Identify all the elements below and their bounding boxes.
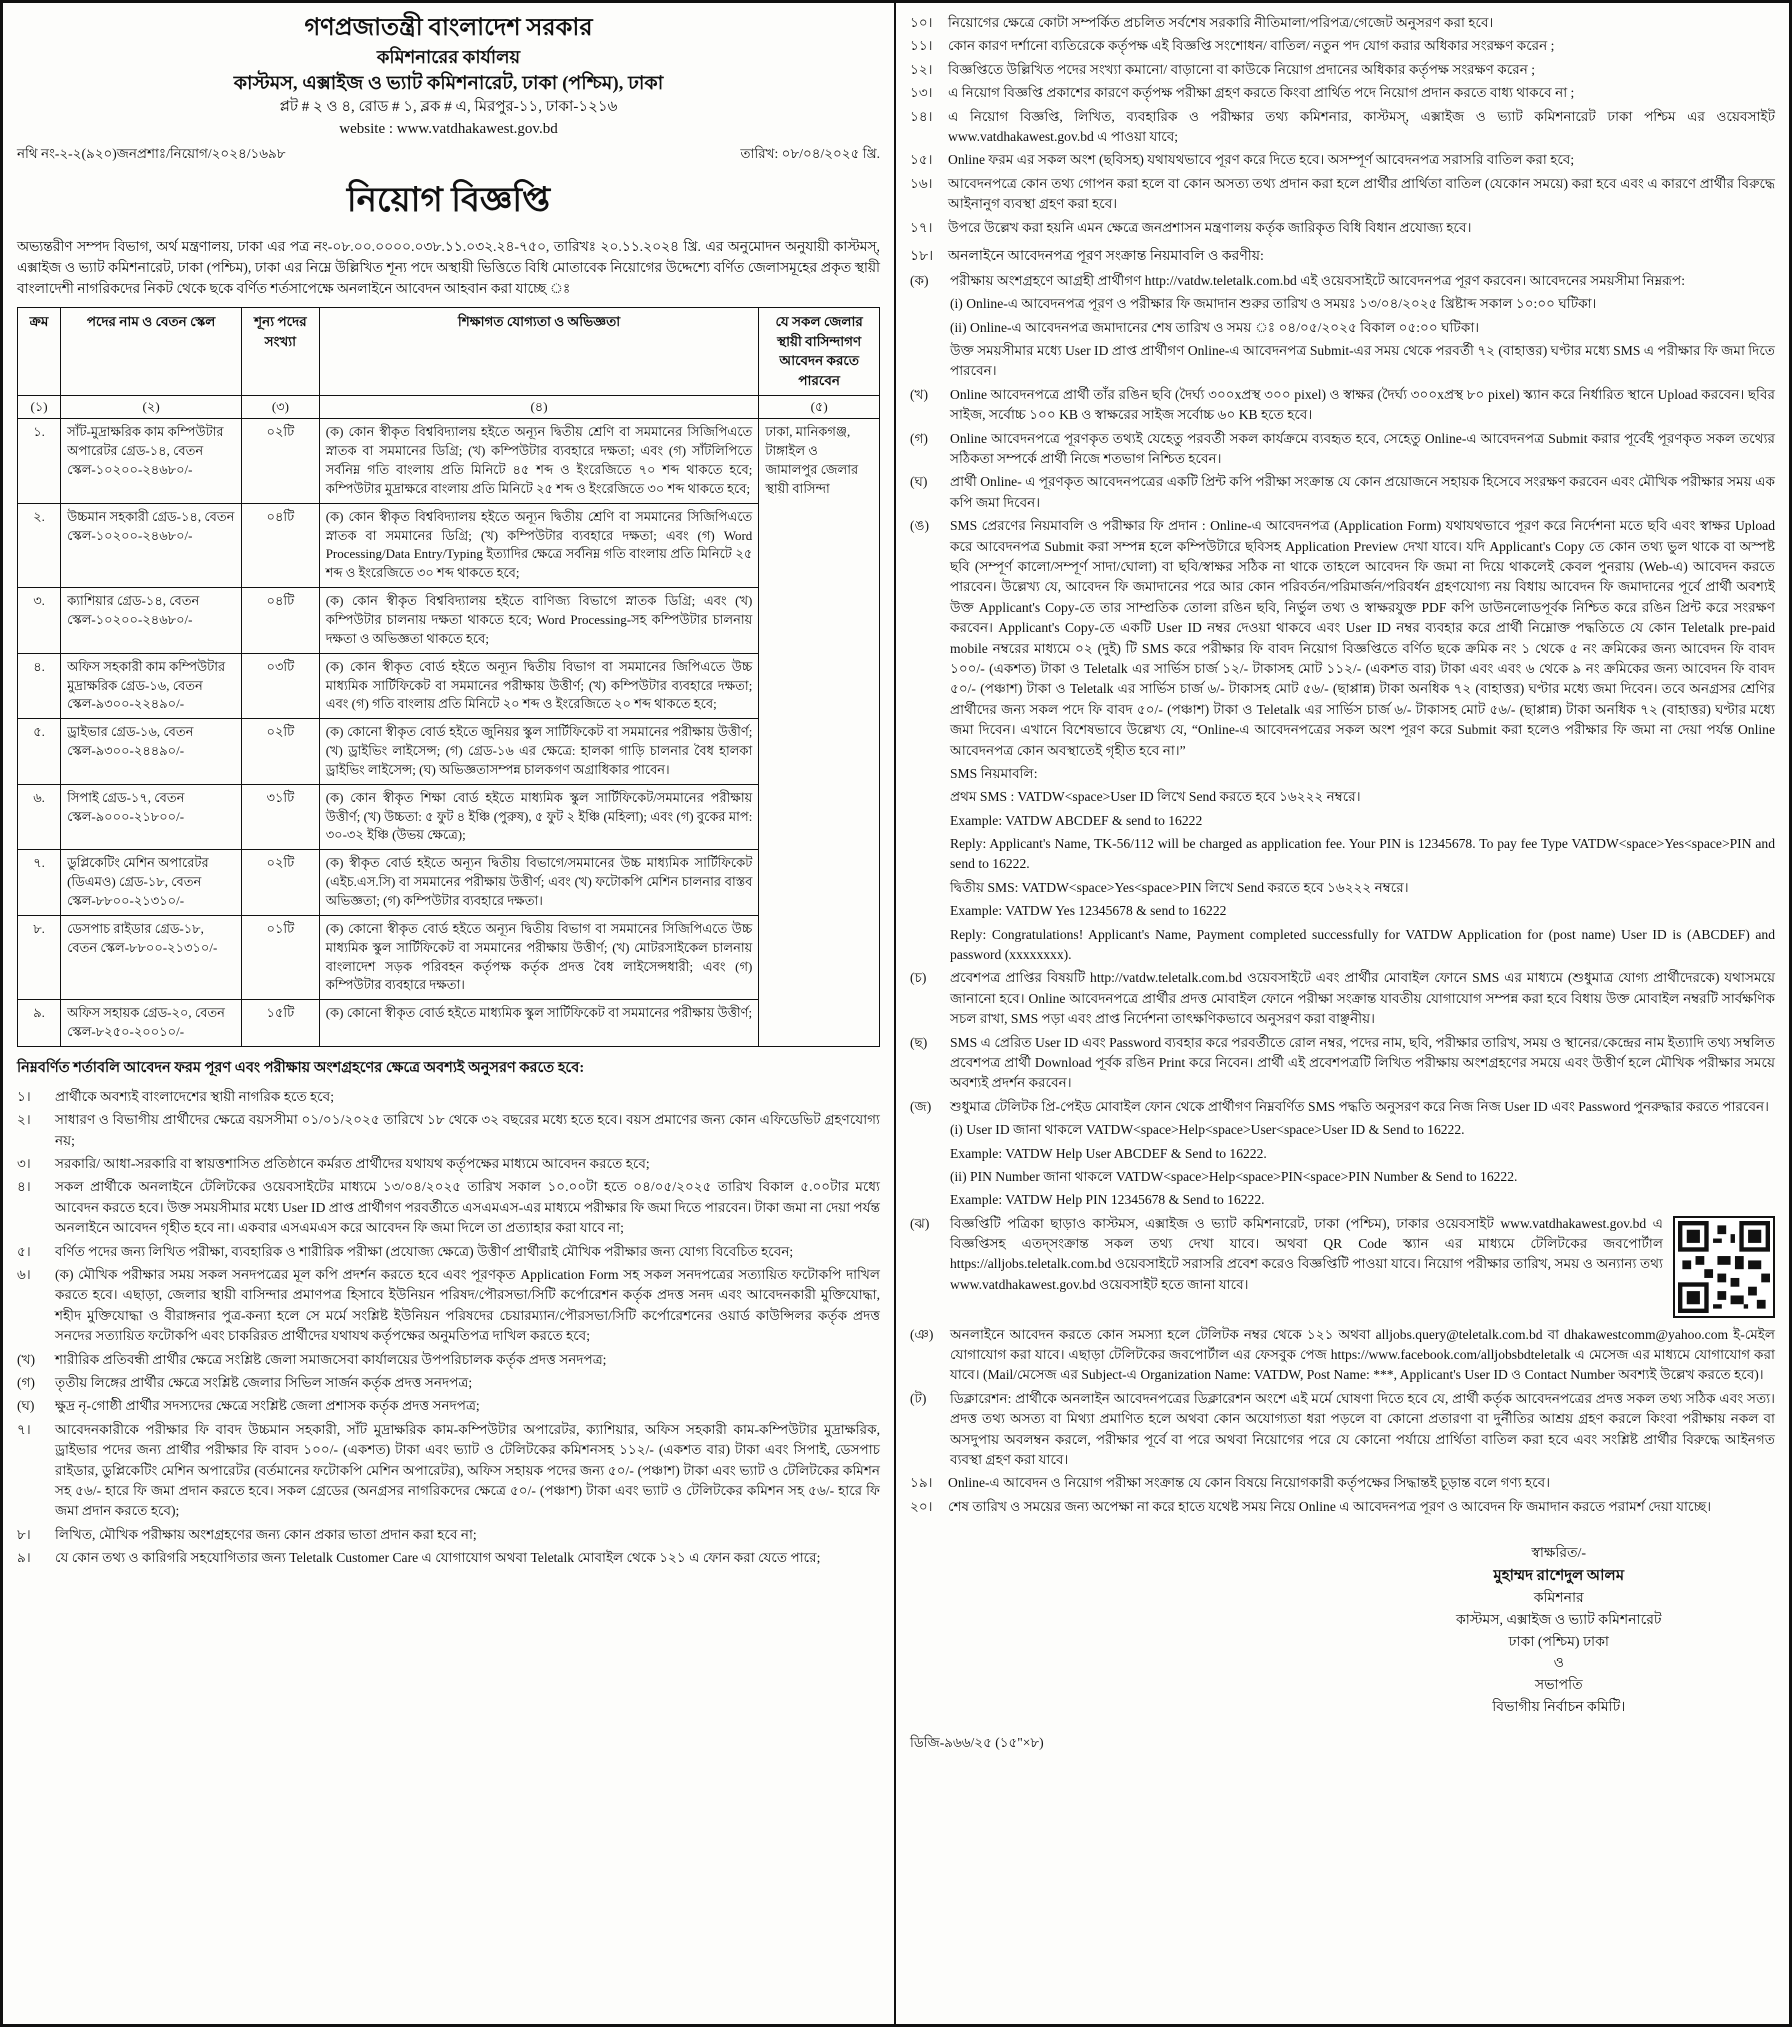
left-column [3,3,896,2024]
list-item-text: সকল প্রার্থীকে অনলাইনে টেলিটকের ওয়েবসাইটের মাধ্যমে ১৩/০৪/২০২৫ তারিখ সকাল ১০.০০টা হতে ০৪/০৫/২০২৫ তারিখ বিকাল ৫.০০টার মধ্যে আবেদন করতে হবে। উক্ত সময়সীমার মধ্যে User ID প্রাপ্ত প্রার্থীগণ পরবর্তীতে এসএমএস-এর মাধ্যমে পরীক্ষার ফি জমা দিতে পারবেন। টাকা জমা না দেয়া পর্যন্ত অনলাইনে আবেদন গৃহীত হবে না। একবার এসএমএস করে আবেদন ফি জমা দিলে তা প্রত্যাহার করা যাবে না; [55,1179,880,1236]
list-item [17,1525,880,1545]
list-item-text: Online আবেদনপত্রে পূরণকৃত তথ্যই যেহেতু পরবর্তী সকল কার্যক্রমে ব্যবহৃত হবে, সেহেতু Online-এ আবেদনপত্র Submit করার পূর্বেই পূরণকৃত সকল তথ্যের সঠিকতা সম্পর্কে প্রার্থী নিজে শতভাগ নিশ্চিত হবেন। [950,430,1775,467]
list-item-letter [910,294,950,314]
column-number-row [18,395,880,419]
list-item-text: প্রার্থীকে অবশ্যই বাংলাদেশের স্থায়ী নাগরিক হতে হবে; [55,1088,334,1104]
list-item [17,1110,880,1151]
list-item-text: Online আবেদনপত্রে প্রার্থী তাঁর রঙিন ছবি (দৈর্ঘ্য ৩০০xপ্রস্থ ৩০০ pixel) ও স্বাক্ষর (দৈর্ঘ্য ৩০০xপ্রস্থ ৮০ pixel) স্ক্যান করে নির্ধারিত স্থানে Upload করবেন। ছবির সাইজ, সর্বোচ্চ ১০০ KB ও স্বাক্ষরের সাইজ সর্বোচ্চ ৬০ KB হতে হবে। [950,386,1775,423]
list-item [910,150,1775,170]
list-item [910,429,1775,470]
letterhead [17,13,880,139]
list-item [910,218,1775,238]
row-post: ডুপ্লিকেটিং মেশিন অপারেটর (ডিএমও) গ্রেড-১৮, বেতন স্কেল-৮৮০০-২১৩১০/- [61,850,242,916]
table-row [18,850,880,916]
list-item-text: SMS নিয়মাবলি: [950,765,1038,781]
list-item-number: ১৭। [910,219,933,235]
list-item-text: Example: VATDW Yes 12345678 & send to 16222 [950,903,1227,919]
memo-number: নথি নং-২-২(৯২০)জনপ্রশাঃ/নিয়োগ/২০২৪/১৬৯৮ [17,146,286,162]
list-item [17,1087,880,1107]
list-item [910,901,1775,921]
row-vacancy: ০২টি [242,850,320,916]
row-post: ক্যাশিয়ার গ্রেড-১৪, বেতন স্কেল-১০২০০-২৪৬৮০/- [61,588,242,654]
row-post: উচ্চমান সহকারী গ্রেড-১৪, বেতন স্কেল-১০২০০-২৪৬৮০/- [61,503,242,587]
list-item-number: ৬। [17,1267,31,1283]
list-item [910,1190,1775,1210]
list-item-number: ১৯। [910,1475,933,1491]
list-item [910,1033,1775,1094]
list-item-letter: (ঘ) [910,474,928,490]
list-item-number: ১০। [910,15,933,30]
table-row [18,653,880,719]
online-rules-heading [910,244,1775,268]
page-title: নিয়োগ বিজ্ঞপ্তি [346,182,551,220]
footer-row [910,1732,1775,1755]
list-item-text: আবেদনকারীকে পরীক্ষার ফি বাবদ উচ্চমান সহকারী, সাঁট মুদ্রাক্ষরিক কাম-কম্পিউটার অপারেটর, ক্যাশিয়ার, অফিস সহকারী কাম-কম্পিউটার মুদ্রাক্ষরিক, ড্রাইভার পদের জন্য প্রার্থীর পরীক্ষার ফি বাবদ ১০০/- (একশত) টাকা এবং ভ্যাট ও টেলিটকের কমিশনসহ ১১২/- (একশত বার) টাকা এবং সিপাই, ডেসপাচ রাইডার, ডুপ্লিকেটিং মেশিন অপারেটর (বর্তমানের ফটোকপি মেশিন অপারেটর), অফিস সহায়ক পদের জন্য ৫০/- (পঞ্চাশ) টাকা এবং ভ্যাট ও টেলিটকের কমিশন সহ ৫৬/- হারে ফি জমা প্রদান করতে হবে। সকল গ্রেডের (অনগ্রসর নাগরিকদের ক্ষেত্রে ৫০/- (পঞ্চাশ) টাকা এবং ভ্যাট ও টেলিটকের কমিশন সহ ৫৬/- হারে ফি জমা প্রদান করতে হবে); [55,1421,880,1519]
conditions-heading: নিম্নবর্ণিত শর্তাবলি আবেদন ফরম পূরণ এবং পরীক্ষায় অংশগ্রহণের ক্ষেত্রে অবশ্যই অনুসরণ করতে হবে: [17,1059,585,1076]
list-item-text: নিয়োগের ক্ষেত্রে কোটা সম্পর্কিত প্রচলিত সর্বশেষ সরকারি নীতিমালা/পরিপত্র/গেজেট অনুসরণ করা হবে। [948,15,1494,30]
signatory-role: কমিশনার [1533,1591,1584,1607]
table-row [18,719,880,785]
list-item-text: বিজ্ঞপ্তিতে উল্লিখিত পদের সংখ্যা কমানো/ বাড়ানো বা কাউকে নিয়োগ প্রদানের অধিকার কর্তৃপক্ষ সংরক্ষণ করেন ; [948,61,1536,77]
list-item-text: (i) User ID জানা থাকলে VATDW<space>Help<space>User<space>User ID & Send to 16222. [950,1122,1465,1138]
office-address: প্লট # ২ ও ৪, রোড # ১, ব্লক # এ, মিরপুর-১১, ঢাকা-১২১৬ [279,99,618,116]
list-item-text: Online ফরম এর সকল অংশ (ছবিসহ) যথাযথভাবে পূরণ করে দিতে হবে। অসম্পূর্ণ আবেদনপত্র সরাসরি বাতিল করা হবে; [948,152,1575,168]
row-post: অফিস সহায়ক গ্রেড-২০, বেতন স্কেল-৮২৫০-২০০১০/- [61,1000,242,1047]
list-item-letter [910,811,950,831]
list-item [910,787,1775,807]
conditions-list [17,1087,880,1569]
list-item-number: ১৮। [910,248,934,264]
list-item-text: শুধুমাত্র টেলিটক প্রি-পেইড মোবাইল ফোন থেকে প্রার্থীগণ নিম্নবর্ণিত SMS পদ্ধতি অনুসরণ করে নিজ নিজ User ID এবং Password পুনরুদ্ধার করতে পারবেন। [950,1098,1769,1114]
list-item-letter: (ঞ) [910,1326,934,1342]
row-qualification: (ক) কোনো স্বীকৃত বোর্ড হইতে মাধ্যমিক স্কুল সার্টিফিকেট বা সমমানের পরীক্ষায় উত্তীর্ণ; [319,1000,759,1047]
col-header-post: পদের নাম ও বেতন স্কেল [61,308,242,395]
signed-label: স্বাক্ষরিত/- [1531,1546,1587,1562]
list-item-text-wrap [950,1214,1775,1322]
list-item-text: Example: VATDW ABCDEF & send to 16222 [950,812,1203,828]
list-item-letter: (চ) [910,970,927,986]
list-item-letter [910,901,950,921]
list-item [910,107,1775,148]
list-item-number: ২। [17,1112,31,1128]
list-item [910,1497,1775,1517]
row-post: অফিস সহকারী কাম কম্পিউটার মুদ্রাক্ষরিক গ্রেড-১৬, বেতন স্কেল-৯৩০০-২২৪৯০/- [61,653,242,719]
list-item [910,318,1775,338]
table-row [18,503,880,587]
list-item-letter [910,925,950,966]
row-vacancy: ০৪টি [242,503,320,587]
list-item [17,1265,880,1347]
list-item-number: ১৩। [910,85,933,101]
list-item [910,1120,1775,1140]
list-item-text: Example: VATDW Help User ABCDEF & Send to 16222. [950,1145,1267,1161]
list-item [17,1154,880,1174]
list-item-text: SMS এ প্রেরিত User ID এবং Password ব্যবহার করে পরবর্তীতে রোল নম্বর, পদের নাম, ছবি, পরীক্ষার তারিখ, সময় ও স্থানের/কেন্দ্রের নাম ইত্যাদি তথ্য সম্বলিত প্রবেশপত্র প্রার্থী Download পূর্বক রঙিন Print করে নিবেন। প্রার্থী এই প্রবেশপত্রটি লিখিত পরীক্ষায় অংশগ্রহণের সময়ে এবং উত্তীর্ণ হলে মৌখিক পরীক্ষার সময়ে অবশ্যই প্রদর্শন করবেন। [950,1034,1775,1091]
print-code: ডিজি-৯৬৬/২৫ (১৫"×৮) [910,1735,1044,1751]
government-title: গণপ্রজাতন্ত্রী বাংলাদেশ সরকার [304,15,593,41]
online-rules-list-cont [910,1325,1775,1471]
list-item [17,1350,880,1370]
row-qualification: (ক) কোন স্বীকৃত বোর্ড হইতে অন্যূন দ্বিতীয় বিভাগ বা সমমানের জিপিএতে উচ্চ মাধ্যমিক সার্টিফিকেট বা সমমানের পরীক্ষায় উত্তীর্ণ; (খ) কম্পিউটার ব্যবহারে দক্ষতা; এবং (গ) গতি বাংলায় প্রতি মিনিটে ২০ শব্দ ও ইংরেজিতে ২০ শব্দ থাকতে হবে; [319,653,759,719]
list-item-number: ৮। [17,1526,31,1542]
list-item-letter: (ক) [910,272,929,288]
list-item [910,811,1775,831]
list-item [910,878,1775,898]
list-item [910,13,1775,33]
list-item-letter: (ছ) [910,1034,928,1050]
list-item-text: অনলাইনে আবেদনপত্র পূরণ সংক্রান্ত নিয়মাবলি ও করণীয়: [948,248,1264,264]
list-item-qr [910,1214,1775,1322]
list-item-letter [910,341,950,382]
list-item-text: Reply: Congratulations! Applicant's Name, Payment completed successfully for VATDW Application for (post name) User ID is (ABCDEF) and password (xxxxxxxx). [950,926,1775,963]
list-item-number: ১৬। [910,175,933,191]
list-item-text: সরকারি/ আধা-সরকারি বা স্বায়ত্তশাসিত প্রতিষ্ঠানে কর্মরত প্রার্থীদের যথাযথ কর্তৃপক্ষের মাধ্যমে আবেদন করতে হবে; [55,1156,650,1172]
right-column [896,3,1789,2024]
list-item-text: Online-এ আবেদন ও নিয়োগ পরীক্ষা সংক্রান্ত যে কোন বিষয়ে নিয়োগকারী কর্তৃপক্ষের সিদ্ধান্তই চূড়ান্ত বলে গণ্য হবে। [948,1475,1551,1491]
list-item [910,834,1775,875]
row-qualification: (ক) কোন স্বীকৃত শিক্ষা বোর্ড হইতে মাধ্যমিক স্কুল সার্টিফিকেট/সমমানের পরীক্ষায় উত্তীর্ণ; (খ) উচ্চতা: ৫ ফুট ৪ ইঞ্চি (পুরুষ), ৫ ফুট ২ ইঞ্চি (মহিলা); এবং (গ) বুকের মাপ: ৩০-৩২ ইঞ্চি (উভয় ক্ষেত্রে); [319,784,759,850]
list-item [910,764,1775,784]
list-item-text: প্রার্থী Online- এ পূরণকৃত আবেদনপত্রের একটি প্রিন্ট কপি পরীক্ষা সংক্রান্ত যে কোন প্রয়োজনে সহায়ক হিসেবে সংরক্ষণ করবেন এবং মৌখিক পরীক্ষার সময় এক কপি জমা দিবেন। [950,474,1775,510]
list-item [910,60,1775,80]
col-header-qualification: শিক্ষাগত যোগ্যতা ও অভিজ্ঞতা [319,308,759,395]
list-item-letter: (ট) [910,1390,927,1406]
list-item [17,1396,880,1416]
list-item-number: ১৫। [910,152,933,168]
list-item-text: (ii) PIN Number জানা থাকলে VATDW<space>Help<space>PIN<space>PIN Number & Send to 16222. [950,1168,1518,1184]
list-item-letter: (গ) [910,430,928,446]
list-item-number: ১৪। [910,108,933,124]
row-post: ড্রাইভার গ্রেড-১৬, বেতন স্কেল-৯৩০০-২৪৪৯০/- [61,719,242,785]
list-item-number: ৭। [17,1421,31,1437]
list-item-letter: (ঙ) [910,518,930,534]
website-line: website : www.vatdhakawest.gov.bd [339,120,558,137]
list-item-text: লিখিত, মৌখিক পরীক্ষায় অংশগ্রহণের জন্য কোন প্রকার ভাতা প্রদান করা হবে না; [55,1526,477,1542]
list-item [910,271,1775,291]
commissionerate-title: কাস্টমস, এক্সাইজ ও ভ্যাট কমিশনারেট, ঢাকা (পশ্চিম), ঢাকা [233,72,664,94]
list-item-letter [910,1120,950,1140]
list-item [910,516,1775,761]
list-item-text: (i) Online-এ আবেদনপত্র পূরণ ও পরীক্ষার ফি জমাদান শুরুর তারিখ ও সময়ঃ ১৩/০৪/২০২৫ খ্রিষ্টাব্দ সকাল ১০:০০ ঘটিকা। [950,296,1597,312]
district-note-cell: ঢাকা, মানিকগঞ্জ, টাঙ্গাইল ও জামালপুর জেলার স্থায়ী বাসিন্দা [759,419,880,1046]
col-header-vacancy: শূন্য পদের সংখ্যা [242,308,320,395]
list-item-number: ১। [17,1088,31,1104]
row-post: ডেসপাচ রাইডার গ্রেড-১৮, বেতন স্কেল-৮৮০০-২১৩১০/- [61,915,242,999]
row-vacancy: ০২টি [242,419,320,503]
col-header-serial: ক্রম [18,308,61,395]
list-item [17,1177,880,1238]
table-row [18,1000,880,1047]
office-title: কমিশনারের কার্যালয় [376,47,521,68]
list-item [910,1144,1775,1164]
list-item-letter [910,1190,950,1210]
list-item [910,925,1775,966]
row-serial: ৫. [18,719,61,785]
list-item [910,1473,1775,1493]
list-item [17,1373,880,1393]
row-qualification: (ক) কোন স্বীকৃত বিশ্ববিদ্যালয় হইতে অন্যূন দ্বিতীয় শ্রেণি বা সমমানের সিজিপিএতে স্নাতক বা সমমানের ডিগ্রি; (খ) কম্পিউটার ব্যবহারে দক্ষতা; এবং (গ) Word Processing/Data Entry/Typing ইত্যাদির ক্ষেত্রে সর্বনিম্ন গতি বাংলায় প্রতি মিনিটে ২৫ শব্দ ও ইংরেজিতে ৩০ শব্দ থাকতে হবে; [319,503,759,587]
list-item-text: বিজ্ঞপ্তিটি পত্রিকা ছাড়াও কাস্টমস, এক্সাইজ ও ভ্যাট কমিশনারেট, ঢাকা (পশ্চিম), ঢাকার ওয়েবসাইট www.vatdhakawest.gov.bd এ বিজ্ঞপ্তিসহ এতদ্সংক্রান্ত সকল তথ্য দেখা যাবে। অথবা QR Code স্ক্যান এর মাধ্যমে টেলিটকের জবপোর্টাল https://alljobs.teletalk.com.bd ওয়েবসাইটে সরাসরি প্রবেশ করেও বিজ্ঞপ্তিটি পাওয়া যাবে। নিয়োগ পরীক্ষার তারিখ, সময় ও অন্যান্য তথ্য www.vatdhakawest.gov.bd ওয়েবসাইট হতে জানা যাবে। [950,1215,1663,1292]
intro-paragraph: অভ্যন্তরীণ সম্পদ বিভাগ, অর্থ মন্ত্রণালয়, ঢাকা এর পত্র নং-০৮.০০.০০০০.০৩৮.১১.০৩২.২৪-৭৫০, তারিখঃ ২০.১১.২০২৪ খ্রি. এর অনুমোদন অনুযায়ী কাস্টমস্, এক্সাইজ ও ভ্যাট কমিশনারেট, ঢাকা (পশ্চিম), ঢাকা এর নিম্নে উল্লিখিত শূন্য পদে অস্থায়ী ভিত্তিতে বিধি মোতাবেক নিয়োগের উদ্দেশ্যে বর্ণিত জেলাসমূহের প্রকৃত স্থায়ী বাংলাদেশী নাগরিকদের নিকট থেকে ছকে বর্ণিত শর্তসাপেক্ষে অনলাইনে আবেদন আহবান করা যাচ্ছে ঃ [17,239,880,296]
list-item-text: উক্ত সময়সীমার মধ্যে User ID প্রাপ্ত প্রার্থীগণ Online-এ আবেদনপত্র Submit-এর সময় থেকে পরবর্তী ৭২ (বাহাত্তর) ঘণ্টার মধ্যে SMS এ পরীক্ষার ফি জমা দিতে পারবেন। [950,343,1775,379]
list-item-letter [910,878,950,898]
list-item-text: এ নিয়োগ বিজ্ঞপ্তি প্রকাশের কারণে কর্তৃপক্ষ পরীক্ষা গ্রহণ করতে কিংবা প্রার্থিত পদে নিয়োগ প্রদান করতে বাধ্য থাকবে না ; [948,85,1575,101]
row-vacancy: ৩১টি [242,784,320,850]
online-rules-list [910,271,1775,1211]
list-item-text: অনলাইনে আবেদন করতে কোন সমস্যা হলে টেলিটক নম্বর থেকে ১২১ অথবা alljobs.query@teletalk.com.bd বা dhakawestcomm@yahoo.com ই-মেইল যোগাযোগ করা যাবে। এছাড়া টেলিটকের জবপোর্টাল এর ফেসবুক পেজ https://www.facebook.com/alljobsbdteletalk এ মেসেজ এর মাধ্যমে যোগাযোগ করা যাবে। (Mail/মেসেজ এর Subject-এ Organization Name: VATDW, Post Name: ***, Applicant's User ID ও Contact Number অবশ্যই উল্লেখ করতে হবে)। [950,1326,1775,1383]
row-serial: ৪. [18,653,61,719]
row-serial: ৮. [18,915,61,999]
row-serial: ৩. [18,588,61,654]
col-num-3: (৩) [242,395,320,419]
list-item-letter: (ঝ) [910,1215,930,1231]
issue-date: তারিখ: ০৮/০৪/২০২৫ খ্রি. [740,146,880,162]
vacancy-table [17,307,880,1047]
list-item-letter: (খ) [910,386,928,402]
row-serial: ১. [18,419,61,503]
signatory-conjunction: ও [1553,1656,1564,1672]
row-vacancy: ০১টি [242,915,320,999]
list-item-number: ৩। [17,1156,31,1172]
list-item-text: (ক) মৌখিক পরীক্ষার সময় সকল সনদপত্রের মূল কপি প্রদর্শন করতে হবে এবং পূরণকৃত Application Form সহ সকল সনদপত্রের সত্যায়িত ফটোকপি দাখিল করতে হবে। এছাড়া, জেলার স্থায়ী বাসিন্দার প্রমাণপত্র হিসাবে ইউনিয়ন পরিষদ/পৌরসভা/সিটি কর্পোরেশন কর্তৃক প্রদত্ত সনদ এবং আবেদনকারী মুক্তিযোদ্ধা, শহীদ মুক্তিযোদ্ধা ও বীরাঙ্গনার পুত্র-কন্যা হলে সে মর্মে সংশ্লিষ্ট ইউনিয়ন পরিষদের চেয়ারম্যান/পৌরসভা/সিটি কর্পোরেশনের ওয়ার্ড কাউন্সিলর কর্তৃক প্রদত্ত সনদের সত্যায়িত ফটোকপি এবং চাকরিরত প্রার্থীদের যথাযথ কর্তৃপক্ষের অনুমতিপত্র দাখিল করতে হবে; [55,1267,880,1344]
row-serial: ৭. [18,850,61,916]
signatory-role2: সভাপতি [1534,1677,1583,1693]
list-item-letter [910,764,950,784]
row-vacancy: ১৫টি [242,1000,320,1047]
row-qualification: (ক) কোন স্বীকৃত বিশ্ববিদ্যালয় হইতে বাণিজ্য বিভাগে স্নাতক ডিগ্রি; এবং (খ) কম্পিউটার চালনায় দক্ষতা থাকতে হবে; Word Processing-সহ কম্পিউটার চালনায় দক্ষতা ও অভিজ্ঞতা থাকতে হবে; [319,588,759,654]
closing-terms-list [910,1473,1775,1517]
list-item-text: আবেদনপত্রে কোন তথ্য গোপন করা হলে বা কোন অসত্য তথ্য প্রদান করা হলে প্রার্থীর প্রার্থিতা বাতিল (যেকোন সময়ে) করা হবে এবং এ কারণে প্রার্থীর বিরুদ্ধে আইনানুগ ব্যবস্থা গ্রহণ করা হবে। [948,175,1775,212]
list-item-text: SMS প্রেরণের নিয়মাবলি ও পরীক্ষার ফি প্রদান : Online-এ আবেদনপত্র (Application Form) যথাযথভাবে পূরণ করে নির্দেশনা মতে ছবি এবং স্বাক্ষর Upload করে আবেদনপত্র Submit করা সম্পন্ন হলে কম্পিউটারে ছবিসহ Application Preview দেখা যাবে। যদি Applicant's Copy তে কোন তথ্য ভুল থাকে বা অস্পষ্ট ছবি (সম্পূর্ণ কালো/সম্পূর্ণ সাদা/ঘোলা) বা ছবি/স্বাক্ষর সঠিক না থাকে তাহলে আবেদন ফি জমা না দিয়ে থাকলেই কেবল পুনরায় (Web-এ) আবেদন করতে পারবেন। উল্লেখ্য যে, আবেদন ফি জমাদানের পরে আর কোন পরিবর্তন/পরিমার্জন/পরিবর্ধন গ্রহণযোগ্য নয় বিধায় আবেদন ফি জমাদানের পূর্বে প্রার্থী অবশ্যই উক্ত Applicant's Copy-তে তার সাম্প্রতিক তোলা রঙিন ছবি, নির্ভুল তথ্য ও স্বাক্ষরযুক্ত PDF কপি ডাউনলোডপূর্বক নিশ্চিত করে রঙিন প্রিন্ট করে সংরক্ষণ করবেন। Applicant's Copy-তে একটি User ID নম্বর দেওয়া থাকবে এবং User ID নম্বর ব্যবহার করে প্রার্থী নিম্নোক্ত পদ্ধতিতে যে কোন Teletalk pre-paid mobile নম্বরের মাধ্যমে ০২ (দুই) টি SMS করে পরীক্ষার ফি বাবদ নিয়োগ বিজ্ঞপ্তিতে বর্ণিত ছকে ক্রমিক নং ১ থেকে ৫ নং ক্রমিকের জন্য আবেদন ফি বাবদ ১০০/- (একশত) টাকা ও Teletalk এর সার্ভিস চার্জ ১২/- টাকাসহ মোট ১১২/- (একশত বার) টাকা এবং এবং ৬ থেকে ৯ নং ক্রমিকের জন্য আবেদন ফি বাবদ ৫০/- (পঞ্চাশ) টাকা ও Teletalk এর সার্ভিস চার্জ ৬/- টাকাসহ মোট ৫৬/- (ছাপ্পান্ন) টাকা অনধিক ৭২ (বাহাত্তর) ঘণ্টার মধ্যে জমা দিবেন। তবে অনগ্রসর শ্রেণির প্রার্থীদের জন্য সকল পদে ফি বাবদ ৫০/- (পঞ্চাশ) টাকা ও Teletalk এর সার্ভিস চার্জ ৬/- টাকাসহ মোট ৫৬/- (ছাপ্পান্ন) টাকা অনধিক ৭২ (বাহাত্তর) ঘণ্টার মধ্যে জমা দিবেন। এখানে বিশেষভাবে উল্লেখ্য যে, “Online-এ আবেদনপত্রের সকল অংশ পূরণ করে Submit করা হলেও পরীক্ষার ফি জমা না দেয়া পর্যন্ত Online আবেদনপত্র কোন অবস্থাতেই গৃহীত হবে না।” [950,518,1775,758]
list-item [17,1548,880,1568]
list-item-text: পরীক্ষায় অংশগ্রহণে আগ্রহী প্রার্থীগণ http://vatdw.teletalk.com.bd এই ওয়েবসাইটে আবেদনপত্র পূরণ করবেন। আবেদনের সময়সীমা নিম্নরূপ: [950,272,1685,288]
list-item-number: (খ) [17,1351,35,1367]
list-item-text: (ii) Online-এ আবেদনপত্র জমাদানের শেষ তারিখ ও সময় ঃ ০৪/০৫/২০২৫ বিকাল ০৫:০০ ঘটিকা। [950,319,1480,335]
list-item-letter [910,787,950,807]
list-item [17,1420,880,1522]
list-item [910,83,1775,103]
table-row [18,915,880,999]
list-item-text: ডিক্লারেশন: প্রার্থীকে অনলাইন আবেদনপত্রের ডিক্লারেশন অংশে এই মর্মে ঘোষণা দিতে হবে যে, প্রার্থী কর্তৃক আবেদনপত্রের প্রদত্ত সকল তথ্য সঠিক এবং সত্য। প্রদত্ত তথ্য অসত্য বা মিথ্যা প্রমাণিত হলে অথবা কোন অযোগ্যতা ধরা পড়লে বা কোনো প্রতারণা বা দুর্নীতির আশ্রয় গ্রহণ করলে কিংবা পরীক্ষায় নকল বা অসদুপায় অবলম্বন করলে, পরীক্ষার পূর্বে বা পরে অথবা নিয়োগের পরে যে কোনো পর্যায়ে প্রার্থিতা বাতিল করা হবে এবং সংশ্লিষ্ট প্রার্থীর বিরুদ্ধে আইনগত ব্যবস্থা গ্রহণ করা যাবে। [950,1390,1775,1468]
row-vacancy: ০২টি [242,719,320,785]
list-item-letter [910,1144,950,1164]
qr-code [1673,1216,1775,1318]
list-item [910,294,1775,314]
list-item-text: যে কোন তথ্য ও কারিগরি সহযোগিতার জন্য Teletalk Customer Care এ যোগাযোগ অথবা Teletalk মোবাইল থেকে ১২১ এ ফোন করা যেতে পারে; [55,1550,821,1566]
col-num-2: (২) [61,395,242,419]
row-vacancy: ০৪টি [242,588,320,654]
list-item-text: সাধারণ ও বিভাগীয় প্রার্থীদের ক্ষেত্রে বয়সসীমা ০১/০১/২০২৫ তারিখে ১৮ থেকে ৩২ বছরের মধ্যে হতে হবে। বয়স প্রমাণের জন্য কোন এফিডেভিট গ্রহণযোগ্য নয়; [55,1112,880,1148]
list-item-text: এ নিয়োগ বিজ্ঞপ্তি, লিখিত, ব্যবহারিক ও পরীক্ষার তথ্য কমিশনার, কাস্টমস্, এক্সাইজ ও ভ্যাট কমিশনারেট ঢাকা পশ্চিম এর ওয়েবসাইট www.vatdhakawest.gov.bd এ পাওয়া যাবে; [948,108,1775,144]
list-item-text: শারীরিক প্রতিবন্ধী প্রার্থীর ক্ষেত্রে সংশ্লিষ্ট জেলা সমাজসেবা কার্যালয়ের উপপরিচালক কর্তৃক প্রদত্ত সনদপত্র; [55,1351,607,1367]
row-qualification: (ক) কোনো স্বীকৃত বোর্ড হইতে অন্যূন দ্বিতীয় বিভাগ বা সমমানের সিজিপিএতে উচ্চ মাধ্যমিক স্কুল সার্টিফিকেট বা সমমানের পরীক্ষায় উত্তীর্ণ; (খ) মোটরসাইকেল চালনায় বাংলাদেশ সড়ক পরিবহন কর্তৃপক্ষ কর্তৃক প্রদত্ত বৈধ লাইসেন্সধারী; এবং (গ) কম্পিউটার ব্যবহারে দক্ষতা। [319,915,759,999]
row-serial: ৬. [18,784,61,850]
list-item-text: দ্বিতীয় SMS: VATDW<space>Yes<space>PIN লিখে Send করতে হবে ১৬২২২ নম্বরে। [950,879,1409,895]
list-item-number: ১১। [910,38,933,54]
signatory-place: ঢাকা (পশ্চিম) ঢাকা [1508,1634,1609,1650]
list-item [910,472,1775,513]
col-num-5: (৫) [759,395,880,419]
list-item-text: তৃতীয় লিঙ্গের প্রার্থীর ক্ষেত্রে সংশ্লিষ্ট জেলার সিভিল সার্জন কর্তৃক প্রদত্ত সনদপত্র; [55,1374,473,1390]
list-item-text: উপরে উল্লেখ করা হয়নি এমন ক্ষেত্রে জনপ্রশাসন মন্ত্রণালয় কর্তৃক জারিকৃত বিধি বিধান প্রযোজ্য হবে। [948,219,1472,235]
list-item-number: ৪। [17,1179,31,1195]
list-item [910,1325,1775,1386]
col-num-1: (১) [18,395,61,419]
col-num-4: (৪) [319,395,759,419]
list-item-letter: (জ) [910,1098,932,1114]
table-row [18,588,880,654]
list-item-text: Example: VATDW Help PIN 12345678 & Send to 16222. [950,1192,1265,1208]
list-item-text: কোন কারণ দর্শানো ব্যতিরেকে কর্তৃপক্ষ এই বিজ্ঞপ্তি সংশোধন/ বাতিল/ নতুন পদ যোগ করার অধিকার সংরক্ষণ করেন ; [948,38,1555,54]
signatory-org: কাস্টমস, এক্সাইজ ও ভ্যাট কমিশনারেট [1455,1612,1662,1628]
list-item-number: ৯। [17,1550,31,1566]
table-header-row [18,308,880,395]
table-row [18,784,880,850]
row-post: সিপাই গ্রেড-১৭, বেতন স্কেল-৯০০০-২১৮০০/- [61,784,242,850]
general-terms-list [910,13,1775,238]
list-item-number: ২০। [910,1498,933,1514]
row-qualification: (ক) কোন স্বীকৃত বিশ্ববিদ্যালয় হইতে অন্যূন দ্বিতীয় শ্রেণি বা সমমানের সিজিপিএতে স্নাতক বা সমমানের ডিগ্রি; (খ) কম্পিউটার ব্যবহারে দক্ষতা; এবং (গ) সাঁটলিপিতে সর্বনিম্ন গতি বাংলায় প্রতি মিনিটে ৪৫ শব্দ ও ইংরেজিতে ৭০ শব্দ থাকতে হবে; কম্পিউটার মুদ্রাক্ষরে বাংলায় প্রতি মিনিটে ২৫ শব্দ ও ইংরেজিতে ৩০ শব্দ থাকতে হবে; [319,419,759,503]
list-item-text: বর্ণিত পদের জন্য লিখিত পরীক্ষা, ব্যবহারিক ও শারীরিক পরীক্ষা (প্রযোজ্য ক্ষেত্রে) উত্তীর্ণ প্রার্থীরাই মৌখিক পরীক্ষার জন্য যোগ্য বিবেচিত হবেন; [55,1243,794,1259]
signature-block [1360,1543,1758,1718]
row-post: সাঁট-মুদ্রাক্ষরিক কাম কম্পিউটার অপারেটর গ্রেড-১৪, বেতন স্কেল-১০২০০-২৪৬৮০/- [61,419,242,503]
table-row [18,419,880,503]
list-item-number: (ঘ) [17,1398,35,1414]
signatory-committee: বিভাগীয় নির্বাচন কমিটি। [1492,1699,1626,1715]
row-qualification: (ক) কোনো স্বীকৃত বোর্ড হইতে জুনিয়র স্কুল সার্টিফিকেট বা সমমানের পরীক্ষায় উত্তীর্ণ; (খ) ড্রাইভিং লাইসেন্স; (গ) গ্রেড-১৬ এর ক্ষেত্রে: হালকা গাড়ি চালনার বৈধ হালকা ড্রাইভিং লাইসেন্স; (ঘ) অভিজ্ঞতাসম্পন্ন চালকগণ অগ্রাধিকার পাবেন। [319,719,759,785]
list-item [910,385,1775,426]
list-item-letter [910,318,950,338]
list-item [910,1389,1775,1471]
list-item [910,1097,1775,1117]
list-item [910,341,1775,382]
list-item [910,1167,1775,1187]
row-qualification: (ক) স্বীকৃত বোর্ড হইতে অন্যূন দ্বিতীয় বিভাগে/সমমানের উচ্চ মাধ্যমিক সার্টিফিকেট (এইচ.এস.সি) বা সমমানের পরীক্ষায় উত্তীর্ণ; এবং (খ) ফটোকপি মেশিন চালনার বাস্তব অভিজ্ঞতা; (গ) কম্পিউটার ব্যবহারে দক্ষতা। [319,850,759,916]
list-item [910,36,1775,56]
list-item [17,1242,880,1262]
row-vacancy: ০৩টি [242,653,320,719]
list-item [910,174,1775,215]
list-item-text: Reply: Applicant's Name, TK-56/112 will be charged as application fee. Your PIN is 12345678. To pay fee Type VATDW<space>Yes<space>PIN and send to 16222. [950,836,1775,872]
list-item-text: ক্ষুদ্র নৃ-গোষ্ঠী প্রার্থীর সদস্যদের ক্ষেত্রে সংশ্লিষ্ট জেলা প্রশাসক কর্তৃক প্রদত্ত সনদপত্র; [55,1398,480,1414]
list-item-text: প্রথম SMS : VATDW<space>User ID লিখে Send করতে হবে ১৬২২২ নম্বরে। [950,789,1361,805]
col-header-district: যে সকল জেলার স্থায়ী বাসিন্দাগণ আবেদন করতে পারবেন [759,308,880,395]
list-item-number: ১২। [910,61,933,77]
signatory-name: মুহাম্মদ রাশেদুল আলম [1493,1567,1625,1584]
row-serial: ৯. [18,1000,61,1047]
row-serial: ২. [18,503,61,587]
list-item-number: (গ) [17,1374,35,1390]
list-item-number: ৫। [17,1243,31,1259]
list-item [910,968,1775,1029]
list-item-letter [910,834,950,875]
list-item-text: শেষ তারিখ ও সময়ের জন্য অপেক্ষা না করে হাতে যথেষ্ট সময় নিয়ে Online এ আবেদনপত্র পূরণ ও আবেদন ফি জমাদান করতে পরামর্শ দেয়া যাচ্ছে। [948,1498,1712,1514]
list-item-letter [910,1167,950,1187]
reference-line [17,143,880,166]
list-item-text: প্রবেশপত্র প্রাপ্তির বিষয়টি http://vatdw.teletalk.com.bd ওয়েবসাইটে এবং প্রার্থীর মোবাইল ফোনে SMS এর মাধ্যমে (শুধুমাত্র যোগ্য প্রার্থীদেরকে) যথাসময়ে জানানো হবে। Online আবেদনপত্রে প্রার্থীর প্রদত্ত মোবাইল ফোনে পরীক্ষা সংক্রান্ত যাবতীয় যোগাযোগ সম্পন্ন করা হবে বিধায় উক্ত মোবাইল নম্বরটি সার্বক্ষণিক সচল রাখা, SMS পড়া এবং প্রাপ্ত নির্দেশনা তাৎক্ষণিকভাবে অনুসরণ করা বাঞ্ছনীয়। [950,970,1775,1027]
